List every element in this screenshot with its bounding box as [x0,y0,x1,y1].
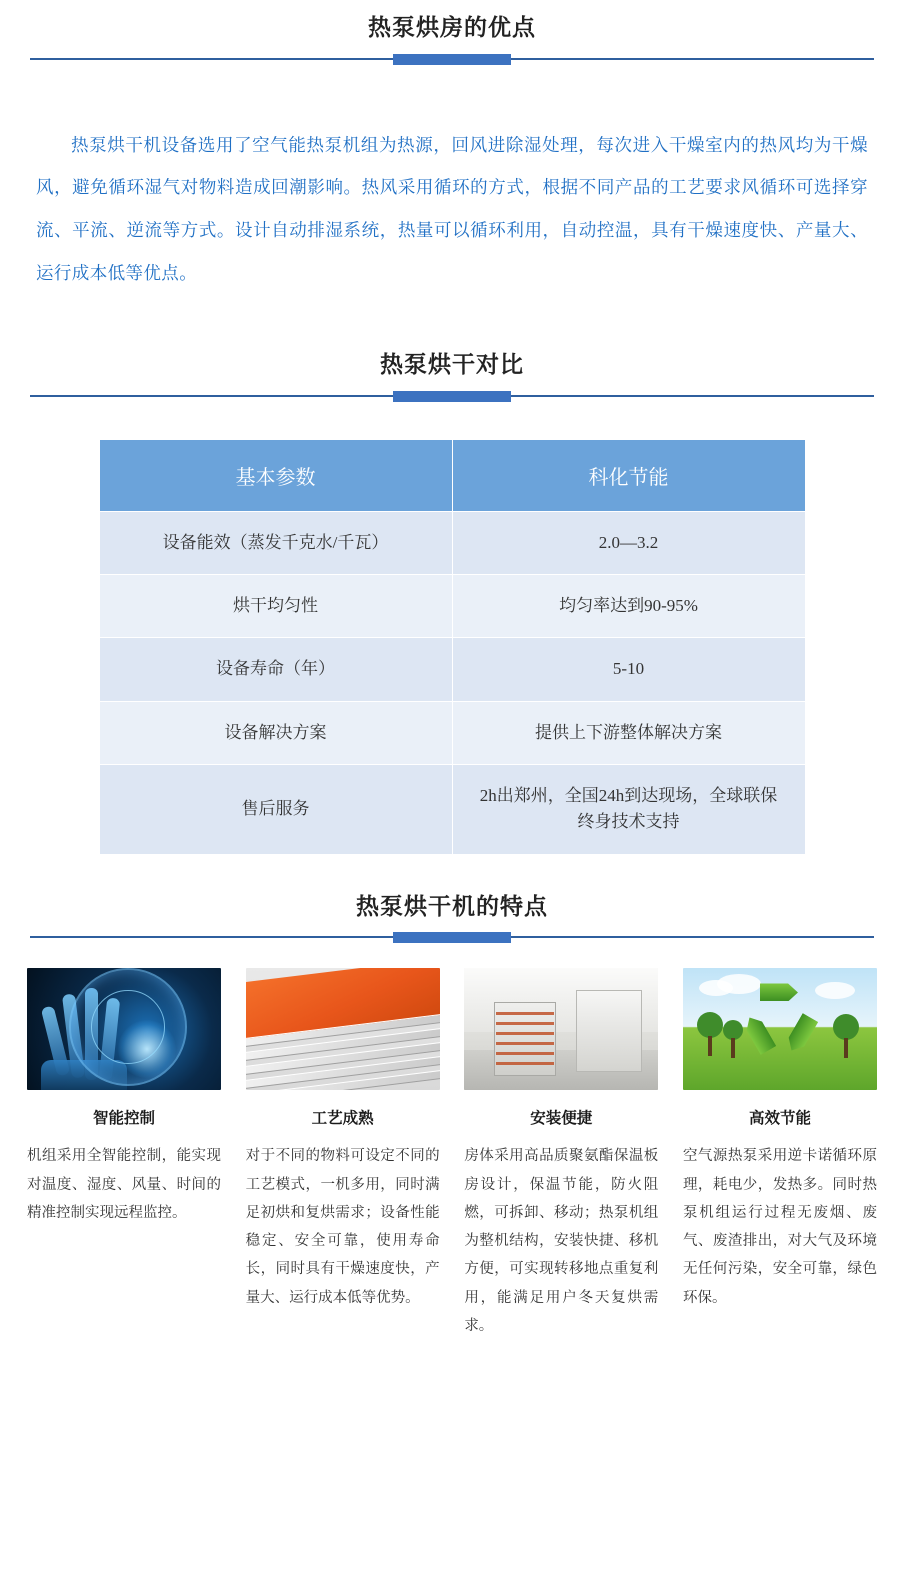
comparison-title: 热泵烘干对比 [380,351,524,378]
table-cell-param: 设备解决方案 [99,701,452,764]
feature-card [246,968,440,1340]
feature-description: 对于不同的物料可设定不同的工艺模式，一机多用，同时满足初烘和复烘需求；设备性能稳定、安全可靠，使用寿命长，同时具有干燥速度快，产量大、运行成本低等优势。 [245,1148,440,1306]
green-recycle-image [683,968,877,1090]
table-row [99,511,805,574]
table-cell-param: 设备寿命（年） [99,638,452,701]
feature-card [464,968,658,1340]
feature-card [27,968,221,1340]
comparison-table [99,439,806,855]
table-cell-param: 设备能效（蒸发千克水/千瓦） [99,511,452,574]
table-header-value: 科化节能 [452,439,805,511]
feature-card [683,968,877,1340]
rule-chip [393,54,511,65]
feature-description: 空气源热泵采用逆卡诺循环原理，耗电少，发热多。同时热泵机组运行过程无废烟、废气、废渣排出，对大气及环境无任何污染，安全可靠，绿色环保。 [682,1148,877,1306]
recycle-icon [732,981,828,1067]
rule-chip [393,932,511,943]
table-cell-param: 售后服务 [99,765,452,855]
feature-caption: 安装便捷 [530,1110,593,1128]
table-header-row [99,439,805,511]
title-rule [0,54,904,64]
page-title: 热泵烘房的优点 [368,14,536,40]
features-section-header [0,893,904,943]
comparison-table-wrapper [99,439,806,855]
table-cell-param: 烘干均匀性 [99,575,452,638]
comparison-rule [0,391,904,401]
table-cell-value: 2.0—3.2 [452,511,805,574]
feature-caption: 智能控制 [92,1110,155,1128]
table-cell-value: 提供上下游整体解决方案 [452,701,805,764]
features-rule [0,932,904,942]
feature-description: 机组采用全智能控制，能实现对温度、湿度、风量、时间的精准控制实现远程监控。 [27,1148,221,1221]
table-cell-value: 均匀率达到90-95% [452,575,805,638]
drying-room-image [464,968,658,1090]
comparison-section-header [0,351,904,401]
table-cell-value: 2h出郑州，全国24h到达现场，全球联保 终身技术支持 [452,765,805,855]
table-row [99,765,805,855]
tech-hand-image [27,968,221,1090]
advantages-paragraph: 热泵烘干机设备选用了空气能热泵机组为热源，回风进除湿处理，每次进入干燥室内的热风均为干燥风，避免循环湿气对物料造成回潮影响。热风采用循环的方式，根据不同产品的工艺要求风循环可选择穿流、平流、逆流等方式。设计自动排湿系统，热量可以循环利用，自动控温，具有干燥速度快、产量大、运行成本低等优点。 [36,134,868,284]
feature-caption: 高效节能 [748,1110,811,1128]
feature-description: 房体采用高品质聚氨酯保温板房设计，保温节能，防火阻燃，可拆卸、移动；热泵机组为整机结构，安装快捷、移机方便，可实现转移地点重复利用，能满足用户冬天复烘需求。 [464,1148,659,1334]
features-title: 热泵烘干机的特点 [356,892,548,919]
advantages-section-header [0,0,904,64]
feature-caption: 工艺成熟 [311,1110,374,1128]
drying-trays-image [246,968,440,1090]
table-row [99,575,805,638]
table-row [99,638,805,701]
table-header-param: 基本参数 [99,439,452,511]
table-row [99,701,805,764]
rule-chip [393,391,511,402]
table-cell-value: 5-10 [452,638,805,701]
features-list [27,968,877,1340]
